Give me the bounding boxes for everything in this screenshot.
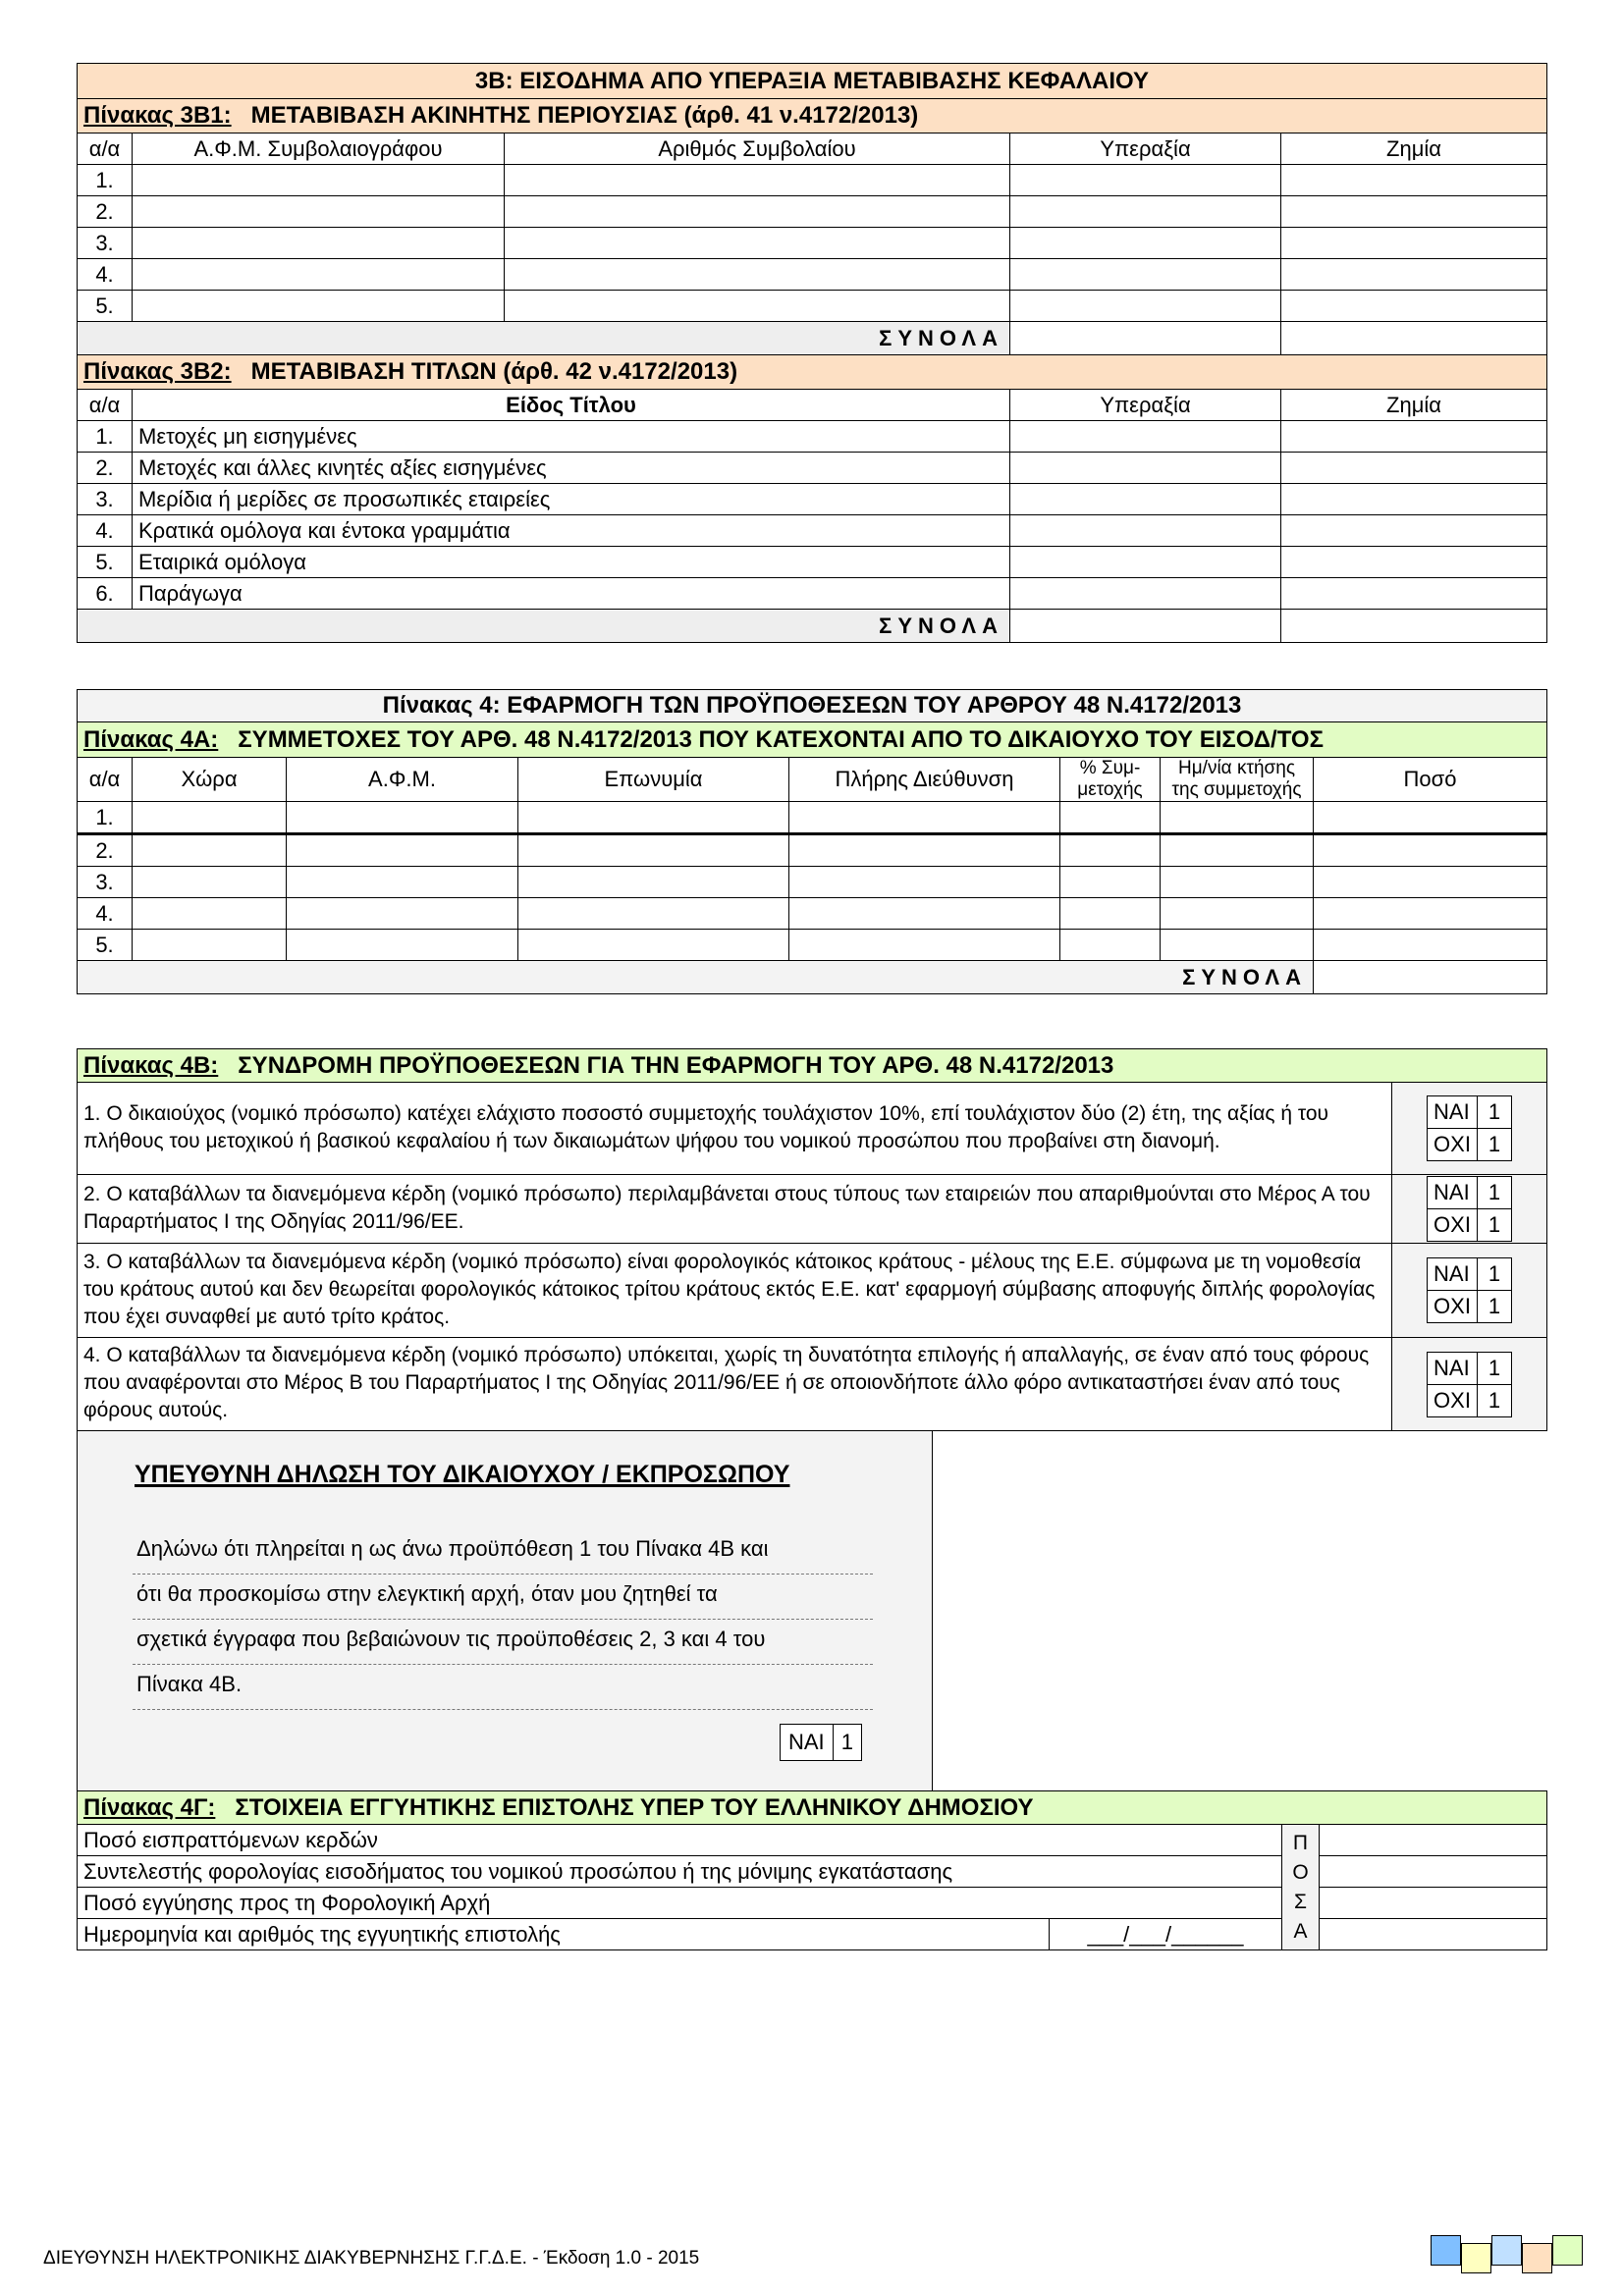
afm-cell[interactable] [287,834,518,867]
amounts-letter: Π [1292,1831,1309,1854]
logo-square-peach [1522,2243,1552,2273]
address-cell[interactable] [789,834,1060,867]
table-4-title: Πίνακας 4: ΕΦΑΡΜΟΓΗ ΤΩΝ ΠΡΟΫΠΟΘΕΣΕΩΝ ΤΟΥ ΑΡΘΡΟΥ 48 Ν.4172/2013 [78,690,1547,722]
notary-afm-cell[interactable] [133,196,505,228]
table-row [78,515,1547,547]
col-header-acquisition-date: Ημ/νία κτήσης της συμμετοχής [1161,758,1314,802]
no-value[interactable]: 1 [1477,1129,1511,1161]
table-row [78,1825,1547,1856]
col-header-full-address: Πλήρης Διεύθυνση [789,758,1060,802]
table-row [78,1888,1547,1919]
country-cell[interactable] [133,834,287,867]
company-name-cell[interactable] [518,834,789,867]
totals-row [78,610,1547,643]
notary-afm-cell[interactable] [133,228,505,259]
table-4g-title: ΣΤΟΙΧΕΙΑ ΕΓΓΥΗΤΙΚΗΣ ΕΠΙΣΤΟΛΗΣ ΥΠΕΡ ΤΟΥ ΕΛΛΗΝΙΚΟΥ ΔΗΜΟΣΙΟΥ [235,1793,1034,1821]
amounts-letter: Σ [1294,1890,1307,1913]
col-header-afm: Α.Φ.Μ. [287,758,518,802]
col-header-capital-gain: Υπεραξία [1010,390,1281,421]
loss-cell[interactable] [1281,291,1547,322]
afm-cell[interactable] [287,867,518,898]
table-4a-title: ΣΥΜΜΕΤΟΧΕΣ ΤΟΥ ΑΡΘ. 48 Ν.4172/2013 ΠΟΥ ΚΑΤΕΧΟΝΤΑΙ ΑΠΟ ΤΟ ΔΙΚΑΙΟΥΧΟ ΤΟΥ ΕΙΣΟΔ/ΤΟΣ [238,725,1325,753]
yes-no-box [1427,1176,1512,1242]
country-cell[interactable] [133,802,287,834]
company-name-cell[interactable] [518,867,789,898]
table-row [78,867,1547,898]
table-4g-label: Πίνακας 4Γ: [83,1793,216,1821]
capital-gain-cell[interactable] [1010,421,1281,453]
loss-cell[interactable] [1281,453,1547,484]
row-number: 5. [78,291,133,322]
percent-cell[interactable] [1060,834,1161,867]
table-row [78,291,1547,322]
table-row [78,259,1547,291]
capital-gain-cell[interactable] [1010,228,1281,259]
date-cell[interactable] [1161,930,1314,961]
totals-label: ΣΥΝΟΛΑ [78,961,1314,994]
no-label: ΟΧΙ [1428,1209,1478,1242]
percent-cell[interactable] [1060,867,1161,898]
percent-cell[interactable] [1060,802,1161,834]
table-row [78,196,1547,228]
loss-cell[interactable] [1281,228,1547,259]
col-header-participation-percent: % Συμ-μετοχής [1060,758,1161,802]
total-amount-cell[interactable] [1314,961,1547,994]
footer-text: ΔΙΕΥΘΥΝΣΗ ΗΛΕΚΤΡΟΝΙΚΗΣ ΔΙΑΚΥΒΕΡΝΗΣΗΣ Γ.Γ.Δ.Ε. - Έκδοση 1.0 - 2015 [43,2248,700,2269]
tax-rate-cell[interactable] [1320,1856,1547,1888]
responsible-declaration [77,1431,933,1790]
contract-number-cell[interactable] [505,259,1010,291]
loss-cell[interactable] [1281,421,1547,453]
total-capital-gain-cell[interactable] [1010,610,1281,643]
logo-square-green [1552,2235,1583,2266]
company-name-cell[interactable] [518,930,789,961]
row-number: 2. [78,196,133,228]
totals-row [78,322,1547,355]
table-3b1-header [78,99,1547,133]
capital-gain-cell[interactable] [1010,578,1281,610]
col-header-capital-gain: Υπεραξία [1010,133,1281,165]
loss-cell[interactable] [1281,259,1547,291]
row-number: 1. [78,165,133,196]
totals-label: ΣΥΝΟΛΑ [78,610,1010,643]
total-capital-gain-cell[interactable] [1010,322,1281,355]
table-4b-header [78,1049,1547,1083]
table-4b-title: ΣΥΝΔΡΟΜΗ ΠΡΟΫΠΟΘΕΣΕΩΝ ΓΙΑ ΤΗΝ ΕΦΑΡΜΟΓΗ ΤΟΥ ΑΡΘ. 48 Ν.4172/2013 [238,1051,1114,1079]
country-cell[interactable] [133,898,287,930]
capital-gain-cell[interactable] [1010,547,1281,578]
yes-value[interactable]: 1 [833,1725,861,1761]
notary-afm-cell[interactable] [133,259,505,291]
no-label: ΟΧΙ [1428,1291,1478,1323]
loss-cell[interactable] [1281,196,1547,228]
guarantee-amount-cell[interactable] [1320,1888,1547,1919]
loss-cell[interactable] [1281,484,1547,515]
title-type-label: Εταιρικά ομόλογα [133,547,1010,578]
table-row [78,547,1547,578]
table-3b2-header [78,355,1547,390]
declaration-line: σχετικά έγγραφα που βεβαιώνουν τις προϋποθέσεις 2, 3 και 4 του [133,1620,873,1665]
yes-label: ΝΑΙ [1428,1352,1478,1384]
row-number: 5. [78,930,133,961]
condition-text: 1. Ο δικαιούχος (νομικό πρόσωπο) κατέχει ελάχιστο ποσοστό συμμετοχής τουλάχιστον 10%, επί τουλάχιστον δύο (2) έτη, της αξίας ή του πλήθους του μετοχικού ή βασικού κεφαλαίου ή των δικαιωμάτων ψήφου του νομικού προσώπου που προβαίνει στη διανομή. [78,1083,1392,1175]
logo-square-yellow [1461,2243,1491,2273]
yes-label: ΝΑΙ [1428,1177,1478,1209]
table-4g-header [78,1791,1547,1825]
table-4a-header [78,722,1547,758]
logo-square-light-blue [1491,2235,1522,2266]
table-3b2-title: ΜΕΤΑΒΙΒΑΣΗ ΤΙΤΛΩΝ (άρθ. 42 ν.4172/2013) [250,358,738,385]
table-row [78,228,1547,259]
condition-text: 3. Ο καταβάλλων τα διανεμόμενα κέρδη (νομικό πρόσωπο) είναι φορολογικός κάτοικος κράτους - μέλους της Ε.Ε. σύμφωνα με τη νομοθεσία του κράτους αυτού και δεν θεωρείται φορολογικός κάτοικος τρίτου κράτους εκτός Ε.Ε. κατ' εφαρμογή σύμβασης αποφυγής διπλής φορολογίας που έχει συναφθεί με αυτό τρίτο κράτος. [78,1244,1392,1338]
yes-value[interactable]: 1 [1477,1258,1511,1291]
notary-afm-cell[interactable] [133,291,505,322]
totals-row [78,961,1547,994]
table-3b [77,63,1547,643]
row-number: 4. [78,515,133,547]
date-cell[interactable] [1161,834,1314,867]
col-header-aa: α/α [78,133,133,165]
condition-text: 4. Ο καταβάλλων τα διανεμόμενα κέρδη (νομικό πρόσωπο) υπόκειται, χωρίς τη δυνατότητα επιλογής ή απαλλαγής, σε έναν από τους φόρους που αναφέρονται στο Μέρος Β του Παραρτήματος Ι της Οδηγίας 2011/96/ΕΕ ή σε οποιονδήποτε άλλο φόρο αντικαταστήσει έναν από τους φόρους αυτούς. [78,1338,1392,1431]
row-number: 4. [78,259,133,291]
table-4a-column-headers [78,758,1547,802]
condition-row [78,1083,1547,1175]
yes-no-box [1427,1257,1512,1323]
contract-number-cell[interactable] [505,291,1010,322]
capital-gain-cell[interactable] [1010,196,1281,228]
declaration-yes-box [780,1724,862,1761]
table-3b2-label: Πίνακας 3Β2: [83,358,232,385]
title-type-label: Μερίδια ή μερίδες σε προσωπικές εταιρείες [133,484,1010,515]
amounts-vertical-label [1282,1825,1320,1950]
afm-cell[interactable] [287,898,518,930]
no-value[interactable]: 1 [1477,1291,1511,1323]
declaration-line: Πίνακα 4Β. [133,1665,873,1710]
address-cell[interactable] [789,867,1060,898]
declaration-title: ΥΠΕΥΘΥΝΗ ΔΗΛΩΣΗ ΤΟΥ ΔΙΚΑΙΟΥΧΟΥ / ΕΚΠΡΟΣΩΠΟΥ [135,1461,790,1488]
table-4b-label: Πίνακας 4Β: [83,1051,219,1079]
condition-row [78,1338,1547,1431]
col-header-aa: α/α [78,758,133,802]
table-3b1-label: Πίνακας 3Β1: [83,102,232,129]
table-3b1-title: ΜΕΤΑΒΙΒΑΣΗ ΑΚΙΝΗΤΗΣ ΠΕΡΙΟΥΣΙΑΣ (άρθ. 41 ν.4172/2013) [250,102,919,129]
col-header-loss: Ζημία [1281,133,1547,165]
amount-cell[interactable] [1314,834,1547,867]
amount-cell[interactable] [1314,930,1547,961]
country-cell[interactable] [133,867,287,898]
capital-gain-cell[interactable] [1010,453,1281,484]
col-header-contract-number: Αριθμός Συμβολαίου [505,133,1010,165]
table-row [78,578,1547,610]
capital-gain-cell[interactable] [1010,515,1281,547]
amounts-letter: Α [1293,1919,1308,1943]
amounts-letter: Ο [1292,1860,1309,1884]
afm-cell[interactable] [287,930,518,961]
col-header-company-name: Επωνυμία [518,758,789,802]
table-row [78,453,1547,484]
capital-gain-cell[interactable] [1010,165,1281,196]
row-number: 5. [78,547,133,578]
table-3b2-column-headers [78,390,1547,421]
condition-answer-cell [1392,1083,1547,1175]
row-label: Ποσό εγγύησης προς τη Φορολογική Αρχή [78,1888,1282,1919]
col-header-title-type: Είδος Τίτλου [133,390,1010,421]
condition-answer-cell [1392,1175,1547,1244]
row-label: Ποσό εισπραττόμενων κερδών [78,1825,1282,1856]
row-number: 4. [78,898,133,930]
date-cell[interactable] [1161,802,1314,834]
row-label: Συντελεστής φορολογίας εισοδήματος του νομικού προσώπου ή της μόνιμης εγκατάστασης [78,1856,1282,1888]
col-header-notary-afm: Α.Φ.Μ. Συμβολαιογράφου [133,133,505,165]
row-number: 2. [78,834,133,867]
contract-number-cell[interactable] [505,228,1010,259]
title-type-label: Μετοχές και άλλες κινητές αξίες εισηγμένες [133,453,1010,484]
loss-cell[interactable] [1281,547,1547,578]
total-loss-cell[interactable] [1281,322,1547,355]
no-value[interactable]: 1 [1477,1384,1511,1416]
yes-label: ΝΑΙ [1428,1258,1478,1291]
condition-text: 2. Ο καταβάλλων τα διανεμόμενα κέρδη (νομικό πρόσωπο) περιλαμβάνεται στους τύπους των εταιρειών που απαριθμούνται στο Μέρος Α του Παραρτήματος Ι της Οδηγίας 2011/96/ΕΕ. [78,1175,1392,1244]
declaration-line: ότι θα προσκομίσω στην ελεγκτική αρχή, όταν μου ζητηθεί τα [133,1575,873,1620]
company-name-cell[interactable] [518,802,789,834]
yes-value[interactable]: 1 [1477,1352,1511,1384]
section-3b-title: 3Β: ΕΙΣΟΔΗΜΑ ΑΠΟ ΥΠΕΡΑΞΙΑ ΜΕΤΑΒΙΒΑΣΗΣ ΚΕΦΑΛΑΙΟΥ [78,64,1547,99]
address-cell[interactable] [789,930,1060,961]
capital-gain-cell[interactable] [1010,259,1281,291]
logo-square-blue [1431,2235,1461,2266]
table-row [78,1856,1547,1888]
table-row [78,484,1547,515]
row-number: 3. [78,867,133,898]
total-loss-cell[interactable] [1281,610,1547,643]
table-row [78,802,1547,834]
row-label: Ημερομηνία και αριθμός της εγγυητικής επιστολής [78,1919,1050,1950]
table-row [78,930,1547,961]
title-type-label: Παράγωγα [133,578,1010,610]
table-4g [77,1790,1547,1950]
loss-cell[interactable] [1281,578,1547,610]
condition-answer-cell [1392,1338,1547,1431]
no-label: ΟΧΙ [1428,1384,1478,1416]
date-cell[interactable] [1161,898,1314,930]
table-3b1-column-headers [78,133,1547,165]
table-row [78,421,1547,453]
row-number: 2. [78,453,133,484]
contract-number-cell[interactable] [505,165,1010,196]
loss-cell[interactable] [1281,165,1547,196]
yes-value[interactable]: 1 [1477,1177,1511,1209]
letter-number-cell[interactable] [1320,1919,1547,1950]
declaration-line: Δηλώνω ότι πληρείται η ως άνω προϋπόθεση 1 του Πίνακα 4Β και [133,1529,873,1575]
no-value[interactable]: 1 [1477,1209,1511,1242]
row-number: 3. [78,484,133,515]
table-4a-label: Πίνακας 4Α: [83,725,219,753]
notary-afm-cell[interactable] [133,165,505,196]
loss-cell[interactable] [1281,515,1547,547]
row-number: 1. [78,802,133,834]
address-cell[interactable] [789,898,1060,930]
date-cell[interactable] [1161,867,1314,898]
col-header-loss: Ζημία [1281,390,1547,421]
afm-cell[interactable] [287,802,518,834]
yes-label: ΝΑΙ [781,1725,834,1761]
amount-cell[interactable] [1314,898,1547,930]
col-header-amount: Ποσό [1314,758,1547,802]
table-4 [77,689,1547,994]
percent-cell[interactable] [1060,930,1161,961]
amount-cell[interactable] [1314,802,1547,834]
address-cell[interactable] [789,802,1060,834]
condition-answer-cell [1392,1244,1547,1338]
totals-label: ΣΥΝΟΛΑ [78,322,1010,355]
title-type-label: Μετοχές μη εισηγμένες [133,421,1010,453]
condition-row [78,1175,1547,1244]
table-row [78,165,1547,196]
yes-no-box [1427,1352,1512,1417]
letter-date-field[interactable]: ___/___/______ [1050,1919,1282,1950]
table-4b [77,1048,1547,1431]
table-row [78,834,1547,867]
yes-value[interactable]: 1 [1477,1096,1511,1129]
row-number: 3. [78,228,133,259]
capital-gain-cell[interactable] [1010,291,1281,322]
row-number: 1. [78,421,133,453]
contract-number-cell[interactable] [505,196,1010,228]
col-header-aa: α/α [78,390,133,421]
yes-no-box [1427,1095,1512,1161]
capital-gain-cell[interactable] [1010,484,1281,515]
col-header-country: Χώρα [133,758,287,802]
no-label: ΟΧΙ [1428,1129,1478,1161]
country-cell[interactable] [133,930,287,961]
condition-row [78,1244,1547,1338]
title-type-label: Κρατικά ομόλογα και έντοκα γραμμάτια [133,515,1010,547]
company-name-cell[interactable] [518,898,789,930]
received-profits-amount-cell[interactable] [1320,1825,1547,1856]
percent-cell[interactable] [1060,898,1161,930]
table-row [78,898,1547,930]
amount-cell[interactable] [1314,867,1547,898]
table-row [78,1919,1547,1950]
row-number: 6. [78,578,133,610]
yes-label: ΝΑΙ [1428,1096,1478,1129]
